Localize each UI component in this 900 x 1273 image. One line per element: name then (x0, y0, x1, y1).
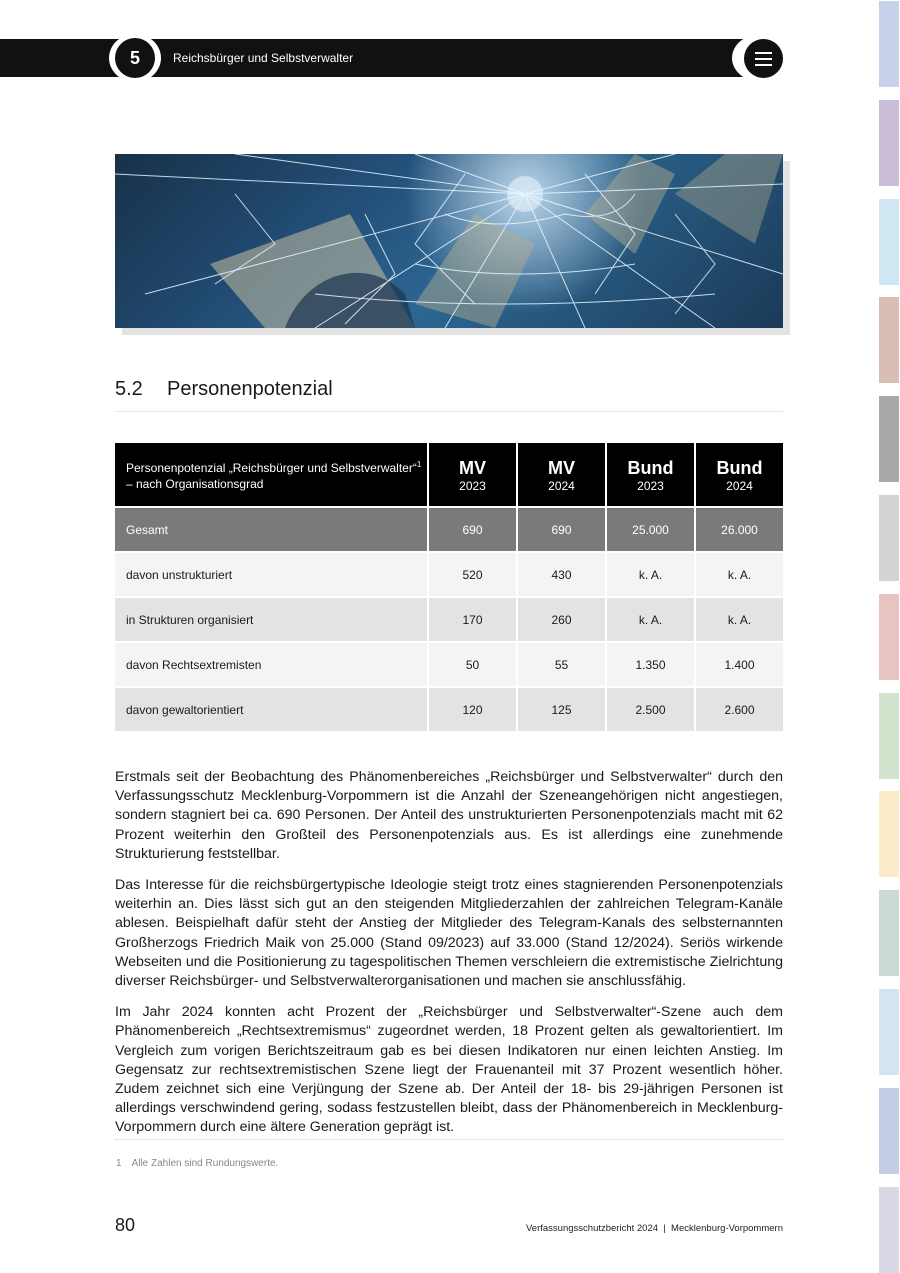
table-cell: 26.000 (695, 507, 783, 552)
column-header (517, 443, 606, 507)
table-cell: 125 (517, 687, 606, 732)
chapter-number-badge: 5 (115, 38, 155, 78)
table-row (115, 687, 783, 732)
column-year: 2023 (637, 478, 664, 493)
column-year: 2024 (548, 478, 575, 493)
chapter-tab-12[interactable] (879, 1088, 899, 1174)
chapter-tab-5[interactable] (879, 396, 899, 482)
personenpotenzial-table (115, 443, 783, 733)
broken-glass-police-image (115, 154, 783, 328)
table-cell: k. A. (695, 597, 783, 642)
footnote-divider (115, 1139, 783, 1140)
column-year: 2023 (459, 478, 486, 493)
chapter-tab-4[interactable] (879, 297, 899, 383)
chapter-tab-6[interactable] (879, 495, 899, 581)
section-divider (115, 411, 783, 412)
row-label: in Strukturen organisiert (115, 597, 428, 642)
chapter-tab-13[interactable] (879, 1187, 899, 1273)
table-cell: 120 (428, 687, 517, 732)
table-cell: 2.600 (695, 687, 783, 732)
table-cell: k. A. (606, 552, 695, 597)
section-number: 5.2 (115, 378, 143, 400)
row-label: davon gewaltorientiert (115, 687, 428, 732)
table-header-label (115, 443, 428, 507)
column-region: Bund (716, 457, 763, 478)
table-cell: k. A. (695, 552, 783, 597)
footnote-number: 1 (116, 1158, 122, 1169)
chapter-tab-1[interactable] (879, 1, 899, 87)
column-header (695, 443, 783, 507)
hamburger-menu-icon[interactable] (744, 39, 783, 78)
table-cell: 55 (517, 642, 606, 687)
chapter-tab-7[interactable] (879, 594, 899, 680)
table-cell: 260 (517, 597, 606, 642)
paragraph: Im Jahr 2024 konnten acht Prozent der „Reichsbürger und Selbstverwalter“-Szene auch dem Phänomenbereich „Rechtsextremismus“ zugeordnet werden, 18 Prozent gelten als gewaltorientiert. Im Vergleich zum vorigen Berichtszeitraum gab es bei diesen Indikatoren nur einen leichten Anstieg. Im Gegensatz zur rechtsextremistischen Szene liegt der Frauenanteil mit 37 Prozent wesentlich höher. Zudem zeichnet sich eine Verjüngung der Szene ab. Der Anteil der 18- bis 29-jährigen Personen ist allerdings verschwindend gering, sodass festzustellen bleibt, dass der Phänomenbereich in Mecklenburg-Vorpommern durch eine ältere Generation geprägt ist. (115, 1004, 783, 1136)
table-cell: 690 (517, 507, 606, 552)
body-text (115, 768, 783, 1150)
footnote-text: Alle Zahlen sind Rundungswerte. (131, 1158, 279, 1169)
table-cell: 2.500 (606, 687, 695, 732)
paragraph: Das Interesse für die reichsbürgertypische Ideologie steigt trotz eines stagnierenden Personenpotenzials weiterhin an. Dies lässt sich gut an den steigenden Mitgliederzahlen der zahlreichen Telegram-Kanäle ablesen. Beispielhaft dafür steht der Anstieg der Mitglieder des Telegram-Kanals des selbsternannten Großherzogs Friedrich Maik von 25.000 (Stand 09/2023) auf 33.000 (Stand 12/2024). Seriös wirkende Webseiten und die Positionierung zu tagespolitischen Themen verschleiern die extremistische Zielrichtung diverser Reichsbürger- und Selbstverwalterorganisationen und machen sie anschlussfähig. (115, 877, 783, 990)
header-label-suffix: – nach Organisationsgrad (126, 477, 264, 491)
paragraph: Erstmals seit der Beobachtung des Phänomenbereiches „Reichsbürger und Selbstverwalter“ durch den Verfassungsschutz Mecklenburg-Vorpommern ist die Anzahl der Szeneangehörigen nicht angestiegen, sondern stagniert bei ca. 690 Personen. Der Anteil des unstrukturierten Personenpotenzials macht mit 62 Prozent weiterhin den Großteil des Personenpotenzials aus. Es ist allerdings eine zunehmende Strukturierung feststellbar. (115, 769, 783, 862)
table-row (115, 552, 783, 597)
table-header-row (115, 443, 783, 507)
column-region: Bund (627, 457, 674, 478)
table-row (115, 597, 783, 642)
column-region: MV (459, 457, 486, 478)
column-year: 2024 (726, 478, 753, 493)
table-row (115, 642, 783, 687)
publication-footer: Verfassungsschutzbericht 2024 | Mecklenburg-Vorpommern (526, 1223, 783, 1234)
footnote-reference: 1 (416, 460, 422, 469)
chapter-title: Reichsbürger und Selbstverwalter (173, 51, 354, 65)
table-cell: 25.000 (606, 507, 695, 552)
chapter-tab-2[interactable] (879, 100, 899, 186)
chapter-tab-10[interactable] (879, 890, 899, 976)
chapter-tab-8[interactable] (879, 693, 899, 779)
page-number: 80 (115, 1215, 136, 1235)
table-cell: 1.400 (695, 642, 783, 687)
table-cell: 690 (428, 507, 517, 552)
shattered-glass-illustration (115, 154, 783, 328)
row-label: davon Rechtsextremisten (115, 642, 428, 687)
table-cell: k. A. (606, 597, 695, 642)
row-label: davon unstrukturiert (115, 552, 428, 597)
table-cell: 520 (428, 552, 517, 597)
column-header (428, 443, 517, 507)
chapter-tab-9[interactable] (879, 791, 899, 877)
chapter-tab-11[interactable] (879, 989, 899, 1075)
row-label: Gesamt (115, 507, 428, 552)
header-label-text: Personenpotenzial „Reichsbürger und Selbstverwalter“ (126, 461, 417, 475)
table-cell: 50 (428, 642, 517, 687)
table-cell: 1.350 (606, 642, 695, 687)
footnote (116, 1158, 278, 1169)
table-cell: 170 (428, 597, 517, 642)
column-region: MV (548, 457, 575, 478)
chapter-tab-3[interactable] (879, 199, 899, 285)
section-title: Personenpotenzial (167, 378, 333, 400)
table-cell: 430 (517, 552, 606, 597)
table-row-total (115, 507, 783, 552)
column-header (606, 443, 695, 507)
